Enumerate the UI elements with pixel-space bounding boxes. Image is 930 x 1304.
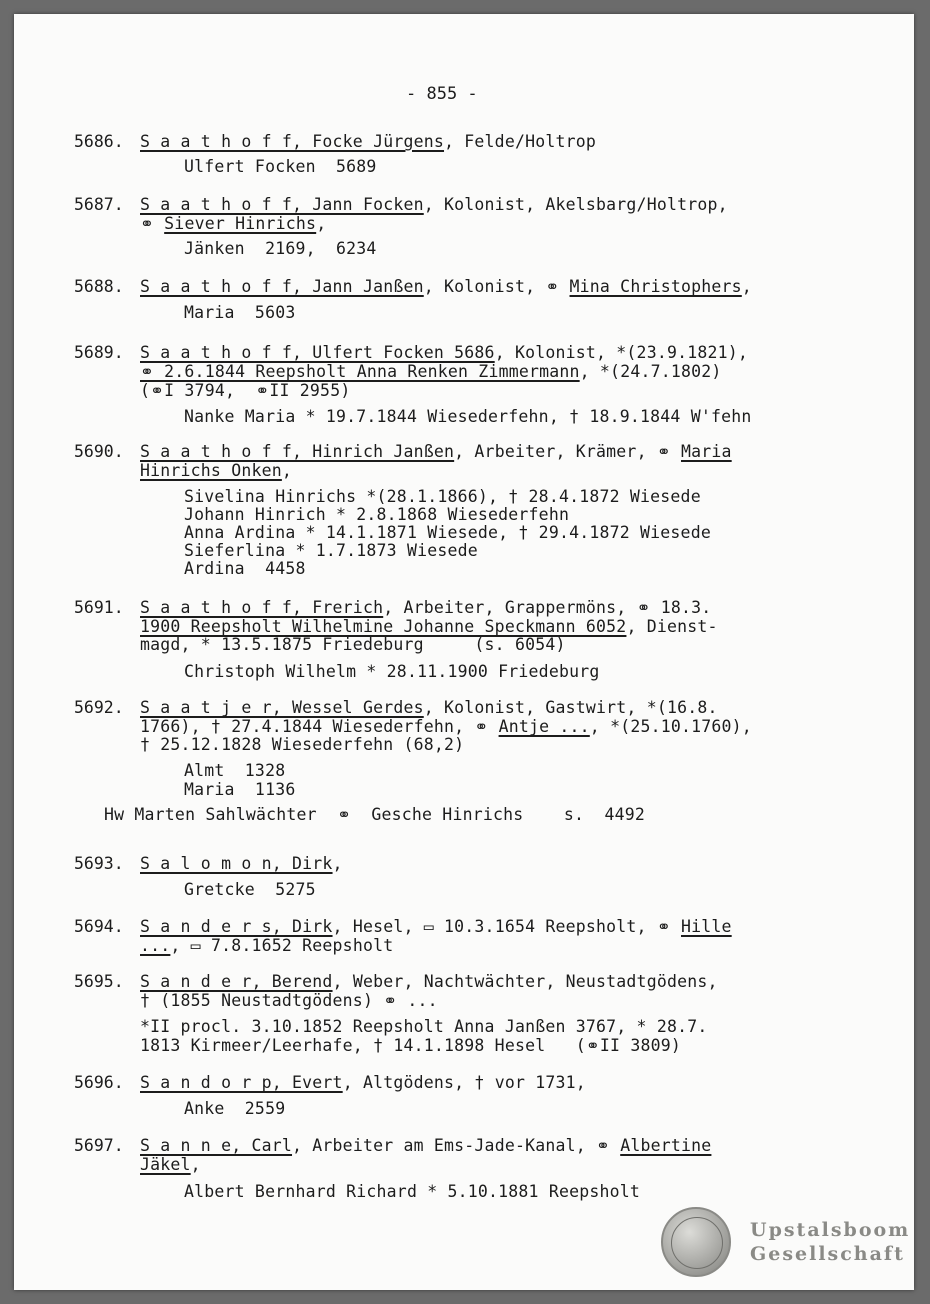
entry-text-line [140,277,752,296]
entry-text: , Kolonist, *(23.9.1821), [494,343,749,362]
entry-text-line [140,381,350,400]
entry-text-line [140,854,343,873]
entry-text: 1766), † 27.4.1844 Wiesederfehn, ⚭ [140,717,499,736]
underlined-name: ... [140,936,171,955]
entry-number: 5686. [74,132,124,151]
child-entry: Ardina 4458 [184,559,306,578]
child-entry: Anna Ardina * 14.1.1871 Wiesede, † 29.4.1872 Wiesede [184,523,711,542]
entry-text: , *(25.10.1760), [589,717,752,736]
entry-text: , Hesel, ▭ 10.3.1654 Reepsholt, ⚭ [332,917,681,936]
entry-number: 5690. [74,442,124,461]
entry-text-line [140,442,732,461]
entry-text-line [140,617,718,636]
entry-text: † 25.12.1828 Wiesederfehn (68,2) [140,735,465,754]
entry-text-line [140,917,732,936]
entry-text-line [140,972,718,991]
entry-number: 5692. [74,698,124,717]
child-entry: Gretcke 5275 [184,880,316,899]
entry-text: , Weber, Nachtwächter, Neustadtgödens, [332,972,718,991]
entry-text: † (1855 Neustadtgödens) ⚭ ... [140,991,438,1010]
underlined-name: S a a t h o f f, Jann Focken [140,195,424,214]
underlined-name: S a n d e r, Berend [140,972,333,991]
child-entry: Albert Bernhard Richard * 5.10.1881 Reepsholt [184,1182,641,1201]
entry-number: 5696. [74,1073,124,1092]
underlined-name: Jäkel [140,1155,191,1174]
entry-text: , Altgödens, † vor 1731, [342,1073,586,1092]
underlined-name: Antje ... [498,717,590,736]
entry-text: , [332,854,343,873]
entry-number: 5694. [74,917,124,936]
child-entry: Johann Hinrich * 2.8.1868 Wiesederfehn [184,505,570,524]
entry-number: 5693. [74,854,124,873]
entry-text-line [140,735,464,754]
underlined-name: S a n d e r s, Dirk [140,917,333,936]
entry-text: , Kolonist, ⚭ [423,277,570,296]
underlined-name: S a a t h o f f, Jann Janßen [140,277,424,296]
underlined-name: Hille [681,917,732,936]
child-entry: Maria 1136 [184,780,296,799]
entry-text: , [190,1155,201,1174]
entry-text-line [140,461,292,480]
society-seal-icon [661,1207,731,1277]
child-entry: 1813 Kirmeer/Leerhafe, † 14.1.1898 Hesel (⚭II 3809) [140,1036,681,1055]
child-entry: Jänken 2169, 6234 [184,239,377,258]
entry-text: magd, * 13.5.1875 Friedeburg (s. 6054) [140,635,566,654]
entry-text-line [140,1073,586,1092]
entry-text: , Felde/Holtrop [444,132,597,151]
child-entry: Nanke Maria * 19.7.1844 Wiesederfehn, † 18.9.1844 W'fehn [184,407,752,426]
underlined-name: Albertine [620,1136,712,1155]
entry-text: , Kolonist, Akelsbarg/Holtrop, [423,195,728,214]
child-entry: *II procl. 3.10.1852 Reepsholt Anna Janßen 3767, * 28.7. [140,1017,708,1036]
entry-text: (⚭I 3794, ⚭II 2955) [140,381,351,400]
hw-line: Hw Marten Sahlwächter ⚭ Gesche Hinrichs s. 4492 [104,805,645,824]
underlined-name: S a a t h o f f, Ulfert Focken 5686 [140,343,495,362]
entry-text-line [140,1155,201,1174]
child-entry: Christoph Wilhelm * 28.11.1900 Friedeburg [184,662,600,681]
child-entry: Maria 5603 [184,303,296,322]
entry-text: , Arbeiter, Krämer, ⚭ [454,442,681,461]
underlined-name: 1900 Reepsholt Wilhelmine Johanne Speckmann 6052 [140,617,627,636]
child-entry: Sieferlina * 1.7.1873 Wiesede [184,541,478,560]
child-entry: Ulfert Focken 5689 [184,157,377,176]
underlined-name: S a a t h o f f, Focke Jürgens [140,132,445,151]
society-name-line2: Gesellschaft [750,1243,905,1265]
entry-text-line [140,717,752,736]
entry-text: , Arbeiter am Ems-Jade-Kanal, ⚭ [292,1136,621,1155]
underlined-name: S a a t h o f f, Frerich [140,598,384,617]
entry-text: , [741,277,752,296]
child-entry: Sivelina Hinrichs *(28.1.1866), † 28.4.1872 Wiesede [184,487,701,506]
entry-text: , [281,461,293,480]
entry-text-line [140,343,748,362]
child-entry: Almt 1328 [184,761,286,780]
entry-text: , [316,214,327,233]
entry-text-line [140,132,596,151]
underlined-name: Siever Hinrichs [164,214,317,233]
society-name-line1: Upstalsboom [750,1219,911,1241]
underlined-name: S a l o m o n, Dirk [140,854,333,873]
child-entry: Anke 2559 [184,1099,286,1118]
entry-number: 5697. [74,1136,124,1155]
underlined-name: ⚭ 2.6.1844 Reepsholt Anna Renken Zimmermann [140,362,580,381]
underlined-name: S a a t j e r, Wessel Gerdes [140,698,424,717]
entry-number: 5695. [74,972,124,991]
entry-text: , ▭ 7.8.1652 Reepsholt [170,936,394,955]
underlined-name: Mina Christophers [569,277,742,296]
entry-text-line [140,598,711,617]
entry-text: , Kolonist, Gastwirt, *(16.8. [423,698,718,717]
society-name [750,1218,910,1266]
underlined-name: Maria [681,442,732,461]
underlined-name: Hinrichs Onken [140,461,282,480]
underlined-name: S a a t h o f f, Hinrich Janßen [140,442,455,461]
entry-number: 5691. [74,598,124,617]
entry-number: 5689. [74,343,124,362]
entry-text: , *(24.7.1802) [579,362,722,381]
entry-text: , Dienst- [626,617,718,636]
underlined-name: S a n n e, Carl [140,1136,293,1155]
entry-number: 5687. [74,195,124,214]
entry-text-line [140,195,728,214]
entry-text: , Arbeiter, Grappermöns, ⚭ 18.3. [383,598,712,617]
document-page [14,14,914,1290]
entry-text-line [140,991,438,1010]
entry-text-line [140,936,393,955]
entry-number: 5688. [74,277,124,296]
entry-text-line [140,635,566,654]
entry-text-line [140,214,326,233]
page-number: - 855 - [406,84,478,104]
underlined-name: S a n d o r p, Evert [140,1073,343,1092]
entry-text-line [140,362,722,381]
entry-text: ⚭ [140,214,165,233]
entry-text-line [140,1136,711,1155]
entry-text-line [140,698,718,717]
